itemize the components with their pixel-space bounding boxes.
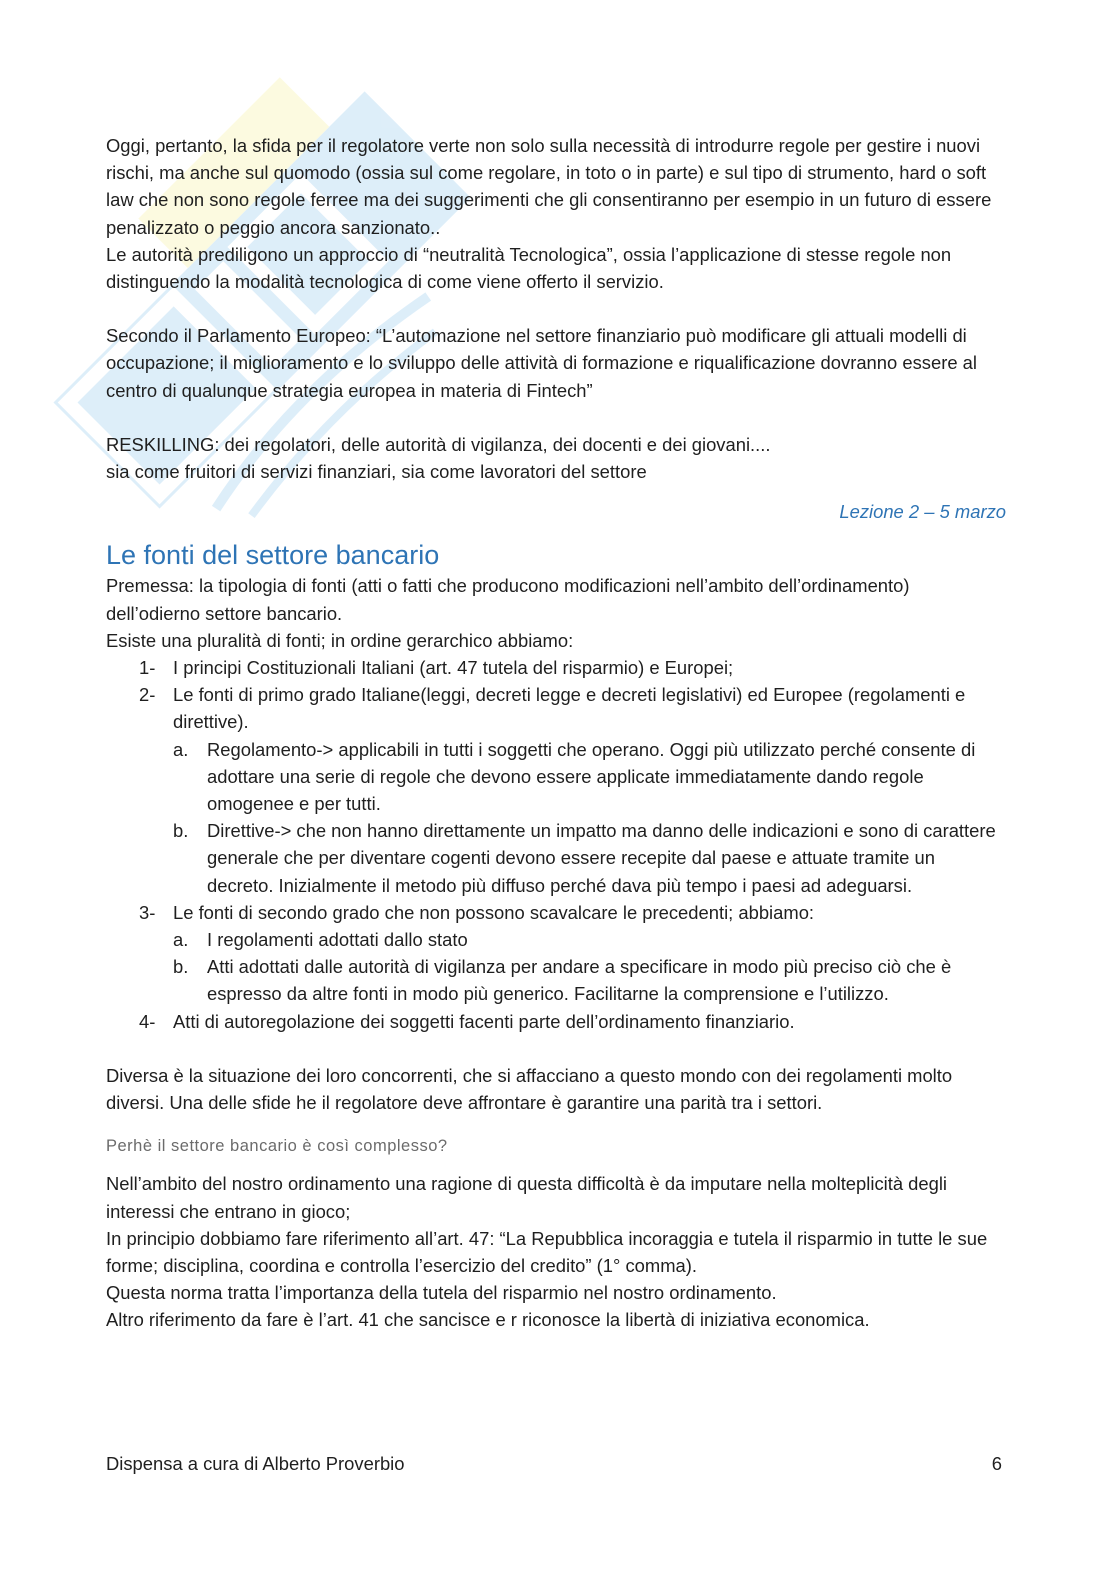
sublist-item-letter: a. [173, 929, 189, 951]
subsection-paragraph-4: Altro riferimento da fare è l’art. 41 che sancisce e r riconosce la libertà di iniziativa economica. [106, 1309, 870, 1331]
sublist-item [173, 736, 1006, 818]
sublist [139, 926, 1006, 1008]
list-item-number: 4- [139, 1010, 156, 1032]
list-item-number: 2- [139, 684, 156, 706]
list-item-number: 1- [139, 657, 156, 679]
section-title: Le fonti del settore bancario [106, 540, 440, 571]
list-item-text: Le fonti di primo grado Italiane(leggi, decreti legge e decreti legislativi) ed Europee (regolamenti e direttive). [173, 684, 966, 733]
lesson-reference: Lezione 2 – 5 marzo [839, 501, 1006, 523]
page-number: 6 [991, 1453, 1002, 1474]
intro-paragraph-3: Secondo il Parlamento Europeo: “L’automazione nel settore finanziario può modificare gli attuali modelli di occupazione; il miglioramento e lo sviluppo delle attività di formazione e riqualificazione dovranno essere al centro di qualunque strategia europea in materia di Fintech” [106, 325, 977, 401]
list-item [139, 654, 1006, 681]
sublist-container [139, 736, 1006, 899]
page-footer [106, 1450, 1002, 1477]
premessa-paragraph: Premessa: la tipologia di fonti (atti o fatti che producono modificazioni nell’ambito dell’ordinamento) dell’odierno settore bancario. [106, 575, 910, 624]
after-list-paragraph: Diversa è la situazione dei loro concorrenti, che si affacciano a questo mondo con dei regolamenti molto diversi. Una delle sfide he il regolatore deve affrontare è garantire una parità tra i settori. [106, 1064, 953, 1114]
sublist-item-text: Atti adottati dalle autorità di vigilanza per andare a specificare in modo più preciso ciò che è espresso da altre fonti in modo più generico. Facilitarne la comprensione e l’utilizzo. [207, 956, 952, 1005]
sublist [139, 736, 1006, 899]
sublist-item [173, 817, 1006, 899]
intro-paragraph-5: sia come fruitori di servizi finanziari, sia come lavoratori del settore [106, 461, 647, 483]
page-content [106, 132, 1006, 1334]
intro-paragraph-4: RESKILLING: dei regolatori, delle autorità di vigilanza, dei docenti e dei giovani.... [106, 433, 771, 455]
subsection-paragraph-1: Nell’ambito del nostro ordinamento una ragione di questa difficoltà è da imputare nella molteplicità degli interessi che entrano in gioco; [106, 1173, 948, 1222]
sublist-item-text: I regolamenti adottati dallo stato [207, 929, 468, 951]
sublist-item-text: Direttive-> che non hanno direttamente un impatto ma danno delle indicazioni e sono di carattere generale che per diventare cogenti devono essere recepite dal paese e attuate tramite un decreto. Inizialmente il metodo più diffuso perché dava più tempo i paesi ad adeguarsi. [207, 820, 996, 896]
list-item [139, 1008, 1006, 1035]
intro-paragraph-2: Le autorità prediligono un approccio di “neutralità Tecnologica”, ossia l’applicazione di stesse regole non distinguendo la modalità tecnologica di come viene offerto il servizio. [106, 243, 952, 293]
sublist-item-letter: b. [173, 956, 189, 978]
subsection-paragraph-3: Questa norma tratta l’importanza della tutela del risparmio nel nostro ordinamento. [106, 1282, 777, 1304]
sublist-item-text: Regolamento-> applicabili in tutti i soggetti che operano. Oggi più utilizzato perché consente di adottare una serie di regole che devono essere applicate immediatamente dando regole omogenee e per tutti. [207, 738, 976, 815]
sublist-item [173, 953, 1006, 1007]
list-intro: Esiste una pluralità di fonti; in ordine gerarchico abbiamo: [106, 629, 574, 651]
sublist-item [173, 926, 1006, 953]
list-item [139, 681, 1006, 735]
list-item-text: Le fonti di secondo grado che non possono scavalcare le precedenti; abbiamo: [173, 901, 815, 923]
list-item-text: I principi Costituzionali Italiani (art. 47 tutela del risparmio) e Europei; [173, 657, 734, 679]
list-item-text: Atti di autoregolazione dei soggetti facenti parte dell’ordinamento finanziario. [173, 1010, 795, 1032]
sublist-item-letter: a. [173, 738, 189, 760]
list-item-number: 3- [139, 901, 156, 923]
sublist-item-letter: b. [173, 820, 189, 842]
subsection-title: Perhè il settore bancario è così complesso? [106, 1137, 448, 1156]
sources-list [106, 654, 1006, 1035]
sublist-container [139, 926, 1006, 1008]
subsection-paragraph-2: In principio dobbiamo fare riferimento all’art. 47: “La Repubblica incoraggia e tutela il risparmio in tutte le sue forme; disciplina, coordina e controlla l’esercizio del credito” (1° comma). [106, 1227, 988, 1276]
footer-author: Dispensa a cura di Alberto Proverbio [106, 1453, 405, 1474]
intro-paragraph-1: Oggi, pertanto, la sfida per il regolatore verte non solo sulla necessità di introdurre regole per gestire i nuovi rischi, ma anche sul quomodo (ossia sul come regolare, in toto o in parte) e sul tipo di strumento, hard o soft law che non sono regole ferree ma dei suggerimenti che gli consentiranno per esempio in un futuro di essere penalizzato o peggio ancora sanzionato.. [106, 135, 992, 238]
list-item [139, 899, 1006, 926]
